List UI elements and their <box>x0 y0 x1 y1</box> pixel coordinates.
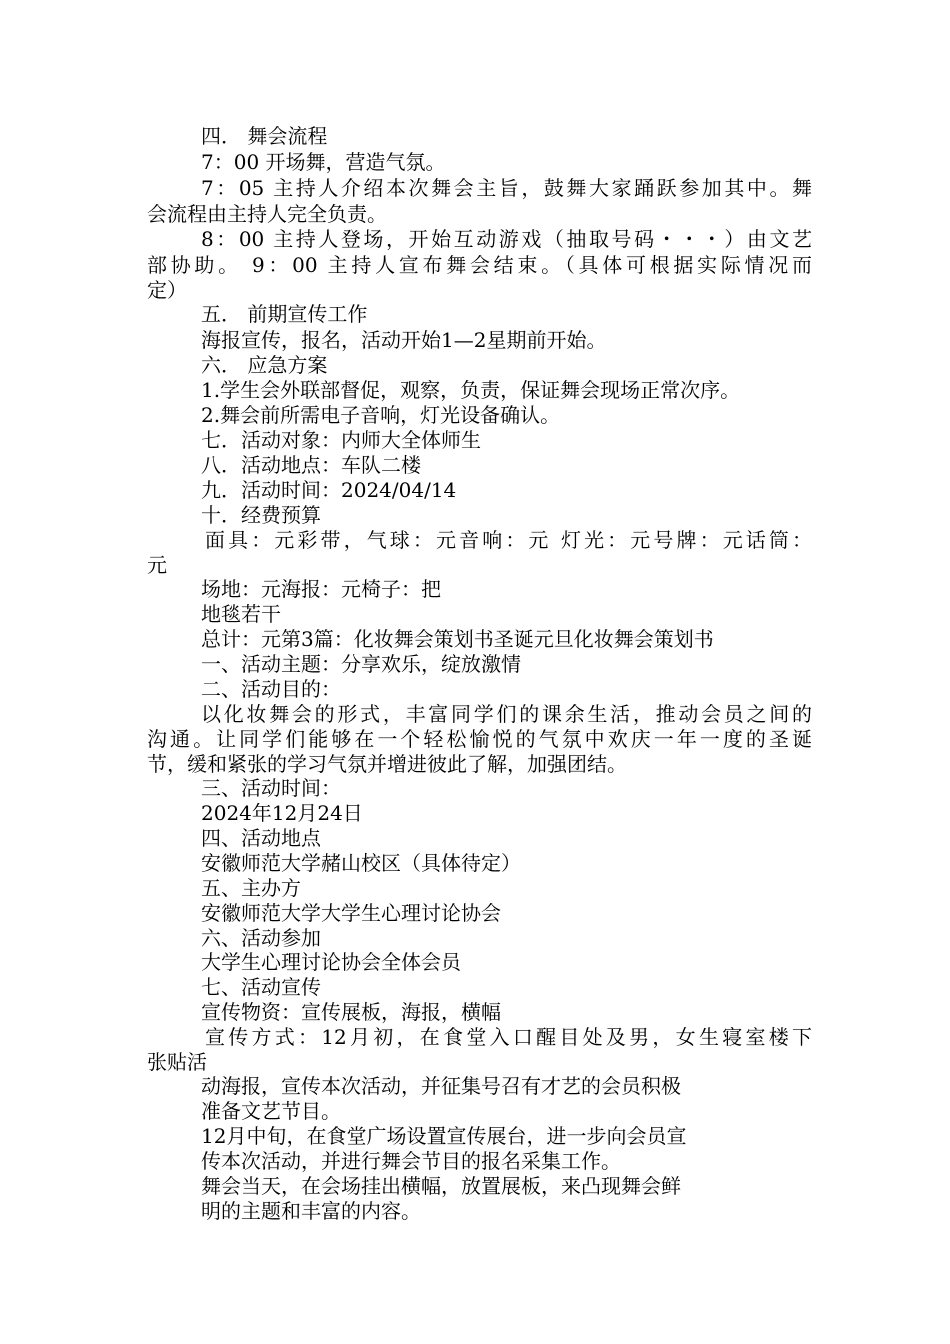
section-heading: 六、活动参加 <box>201 926 321 950</box>
body-line: 2024年12月24日 <box>201 801 363 825</box>
body-line: 节，缓和紧张的学习气氛并增进彼此了解，加强团结。 <box>147 752 627 776</box>
body-line: 会流程由主持人完全负责。 <box>147 202 387 226</box>
body-line: 2.舞会前所需电子音响，灯光设备确认。 <box>201 403 561 427</box>
body-line: 7：05 主持人介绍本次舞会主旨，鼓舞大家踊跃参加其中。舞 <box>201 176 812 200</box>
body-line: 安徽师范大学赭山校区（具体待定） <box>201 851 521 875</box>
body-line: 明的主题和丰富的内容。 <box>201 1199 421 1223</box>
body-line: 定） <box>147 278 187 302</box>
body-line: 7：00 开场舞，营造气氛。 <box>201 150 446 174</box>
body-line: 宣传方式：12月初，在食堂入口醒目处及男，女生寝室楼下 <box>205 1025 812 1049</box>
section-heading: 四、活动地点 <box>201 826 321 850</box>
body-line: 八．活动地点：车队二楼 <box>201 453 421 477</box>
body-line: 以化妆舞会的形式，丰富同学们的课余生活，推动会员之间的 <box>201 702 812 726</box>
body-line: 大学生心理讨论协会全体会员 <box>201 950 461 974</box>
body-line: 张贴活 <box>147 1050 207 1074</box>
section-heading: 四． 舞会流程 <box>201 124 328 148</box>
body-line: 七．活动对象：内师大全体师生 <box>201 428 481 452</box>
body-line: 总计：元第3篇：化妆舞会策划书圣诞元旦化妆舞会策划书 <box>201 627 714 651</box>
section-heading: 十．经费预算 <box>201 503 321 527</box>
section-heading: 一、活动主题：分享欢乐，绽放激情 <box>201 652 521 676</box>
section-heading: 七、活动宣传 <box>201 975 321 999</box>
section-heading: 六． 应急方案 <box>201 353 328 377</box>
body-line: 舞会当天，在会场挂出横幅，放置展板，来凸现舞会鲜 <box>201 1174 681 1198</box>
body-line: 场地：元海报：元椅子：把 <box>201 577 441 601</box>
body-line: 地毯若干 <box>201 602 281 626</box>
body-line: 1.学生会外联部督促，观察，负责，保证舞会现场正常次序。 <box>201 378 741 402</box>
body-line: 宣传物资：宣传展板，海报，横幅 <box>201 1000 501 1024</box>
body-line: 九．活动时间：2024/04/14 <box>201 478 457 502</box>
body-line: 安徽师范大学大学生心理讨论协会 <box>201 901 501 925</box>
body-line: 部协助。 9：00 主持人宣布舞会结束。（具体可根据实际情况而 <box>147 253 812 277</box>
body-line: 准备文艺节目。 <box>201 1099 341 1123</box>
body-line: 动海报，宣传本次活动，并征集号召有才艺的会员积极 <box>201 1074 681 1098</box>
body-line: 8：00 主持人登场，开始互动游戏（抽取号码・・・）由文艺 <box>201 227 812 251</box>
body-line: 面具：元彩带，气球：元音响：元 灯光：元号牌：元话筒： <box>205 528 812 552</box>
body-line: 海报宣传，报名，活动开始1—2星期前开始。 <box>201 328 607 352</box>
body-line: 沟通。让同学们能够在一个轻松愉悦的气氛中欢庆一年一度的圣诞 <box>147 727 812 751</box>
body-line: 元 <box>147 553 167 577</box>
body-line: 传本次活动，并进行舞会节目的报名采集工作。 <box>201 1149 621 1173</box>
section-heading: 二、活动目的： <box>201 677 341 701</box>
section-heading: 三、活动时间： <box>201 776 341 800</box>
section-heading: 五、主办方 <box>201 876 301 900</box>
body-line: 12月中旬，在食堂广场设置宣传展台，进一步向会员宣 <box>201 1124 687 1148</box>
section-heading: 五． 前期宣传工作 <box>201 302 368 326</box>
